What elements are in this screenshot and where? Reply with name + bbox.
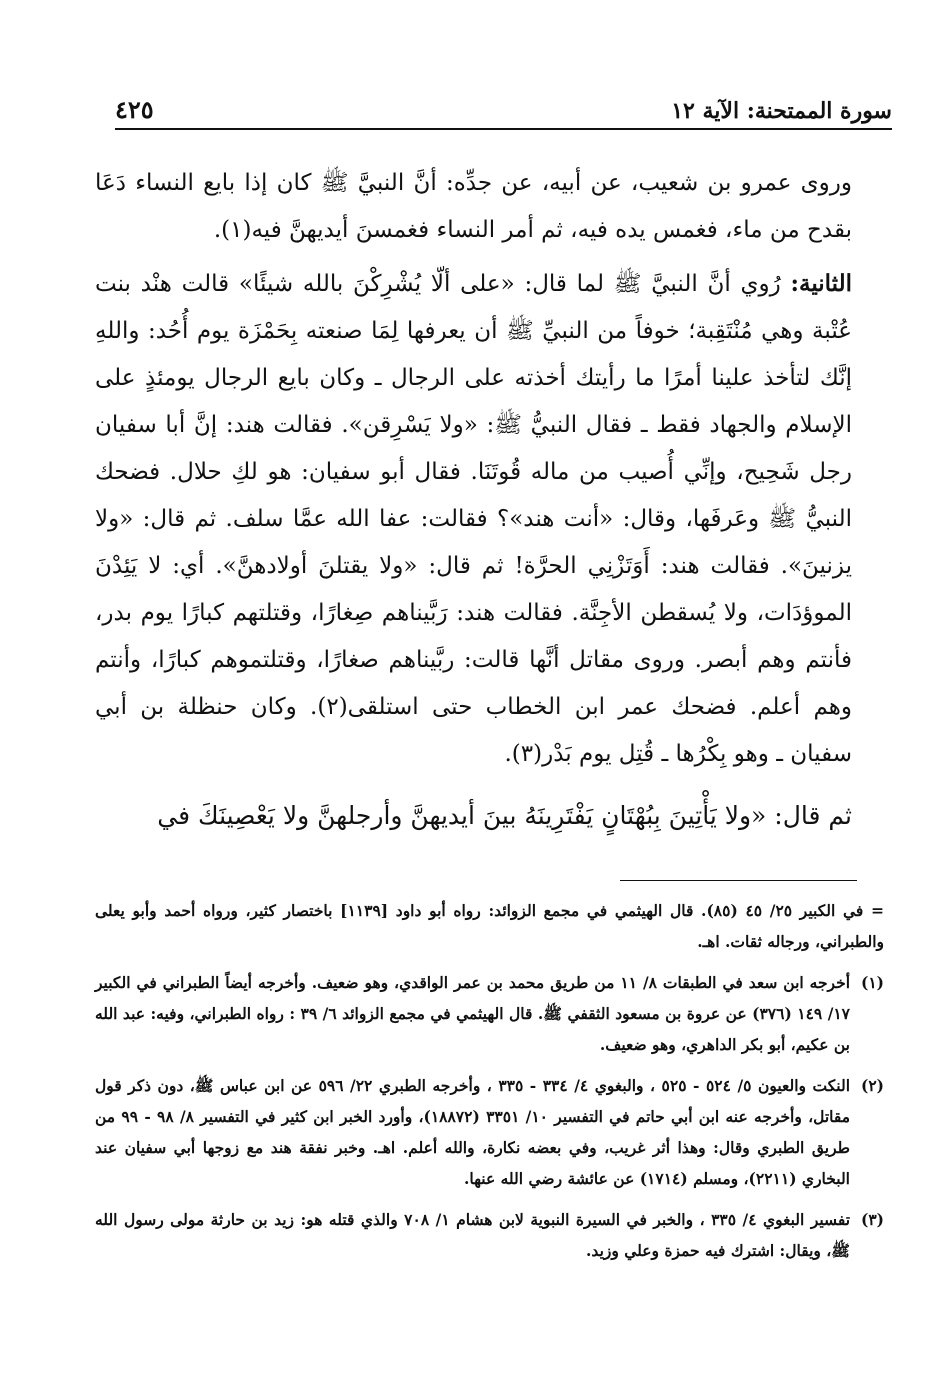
running-title: سورة الممتحنة: الآية ١٢ xyxy=(671,98,892,124)
footnote-continued xyxy=(95,895,884,957)
footnote-continued-text: = في الكبير ٢٥/ ٤٥ (٨٥). قال الهيثمي في مجمع الزوائد: رواه أبو داود [١١٣٩] باختصار كثير، ورواه أحمد وأبو يعلى والطبراني، ورجاله ثقات. اهـ. xyxy=(95,901,884,951)
paragraph-verse: ثم قال: «ولا يَأْتِينَ بِبُهْتَانٍ يَفْتَرِينَهُ بينَ أيديهنَّ وأرجلهنَّ ولا يَعْصِينَكَ في xyxy=(157,801,852,830)
paragraph-amr: وروى عمرو بن شعيب، عن أبيه، عن جدِّه: أنَّ النبيَّ ﷺ كان إذا بايع النساء دَعَا بقدح من ماء، فغمس يده فيه، ثم أمر النساء فغمسنَ أيديهنَّ فيه(١). xyxy=(95,170,852,243)
footnote-3 xyxy=(95,1204,884,1266)
footnote-1-text: أخرجه ابن سعد في الطبقات ٨/ ١١ من طريق محمد بن عمر الواقدي، وهو ضعيف. وأخرجه أيضاً الطبراني في الكبير ١٧/ ١٤٩ (٣٧٦) عن عروة بن مسعود الثقفي ﷺ. قال الهيثمي في مجمع الزوائد ٦/ ٣٩ : رواه الطبراني، وفيه: عبد الله بن عكيم، أبو بكر الداهري، وهو ضعيف. xyxy=(95,973,851,1054)
footnote-3-text: تفسير البغوي ٤/ ٣٣٥ ، والخبر في السيرة النبوية لابن هشام ١/ ٧٠٨ والذي قتله هو: زيد بن حارثة مولى رسول الله ﷺ، ويقال: اشترك فيه حمزة وعلي وزيد. xyxy=(95,1210,851,1260)
footnote-2-number: (٢) xyxy=(860,1076,884,1095)
footnotes xyxy=(95,895,884,1276)
paragraph-second xyxy=(95,260,852,778)
section-label: الثانية: xyxy=(790,270,853,297)
page-header xyxy=(115,82,892,130)
paragraph-second-text: رُوي أنَّ النبيَّ ﷺ لما قال: «على ألّا يُشْرِكْنَ بالله شيئًا» قالت هنْد بنت عُتْبة وهي مُنْتَقِبة؛ خوفاً من النبيِّ ﷺ أن يعرفها لِمَا صنعته بِحَمْزَة يوم أُحُد: واللهِ إنَّك لتأخذ علينا أمرًا ما رأيتك أخذته على الرجال ـ وكان بايع الرجال يومئذٍ على الإسلام والجهاد فقط ـ فقال النبيُّ ﷺ: «ولا يَسْرِقن». فقالت هند: إنَّ أبا سفيان رجل شَحِيح، وإنِّي أُصيب من ماله قُوتَنَا. فقال أبو سفيان: هو لكِ حلال. فضحك النبيُّ ﷺ وعَرفَها، وقال: «أنت هند»؟ فقالت: عفا الله عمَّا سلف. ثم قال: «ولا يزنينَ». فقالت هند: أَوَتَزْنِي الحرَّة! ثم قال: «ولا يقتلنَ أولادهنَّ». أي: لا يَئِدْنَ الموؤدَات، ولا يُسقطن الأجِنَّة. فقالت هند: رَبَّيناهم صِغارًا، وقتلتهم كبارًا يوم بدر، فأنتم وهم أبصر. وروى مقاتل أنَّها قالت: ربَّيناهم صغارًا، وقتلتموهم كبارًا، وأنتم وهم أعلم. فضحك عمر ابن الخطاب حتى استلقى(٢). وكان حنظلة بن أبي سفيان ـ وهو بِكْرُها ـ قُتِل يوم بَدْر(٣). xyxy=(95,271,853,767)
footnote-divider xyxy=(620,880,857,881)
main-text xyxy=(95,160,852,845)
footnote-1 xyxy=(95,967,884,1060)
footnote-2 xyxy=(95,1070,884,1194)
page-number: ٤٢٥ xyxy=(115,95,154,124)
footnote-3-number: (٣) xyxy=(860,1210,884,1229)
footnote-2-text: النكت والعيون ٥/ ٥٢٤ - ٥٢٥ ، والبغوي ٤/ ٣٣٤ - ٣٣٥ ، وأخرجه الطبري ٢٢/ ٥٩٦ عن ابن عباس ﷺ، دون ذكر قول مقاتل، وأخرجه عنه ابن أبي حاتم في التفسير ١٠/ ٣٣٥١ (١٨٨٧٢)، وأورد الخبر ابن كثير في التفسير ٨/ ٩٨ - ٩٩ من طريق الطبري وقال: وهذا أثر غريب، وفي بعضه نكارة، والله أعلم. اهـ. وخبر نفقة هند مع زوجها أبي سفيان عند البخاري (٢٢١١)، ومسلم (١٧١٤) عن عائشة رضي الله عنها. xyxy=(95,1076,851,1188)
footnote-1-number: (١) xyxy=(860,973,884,992)
